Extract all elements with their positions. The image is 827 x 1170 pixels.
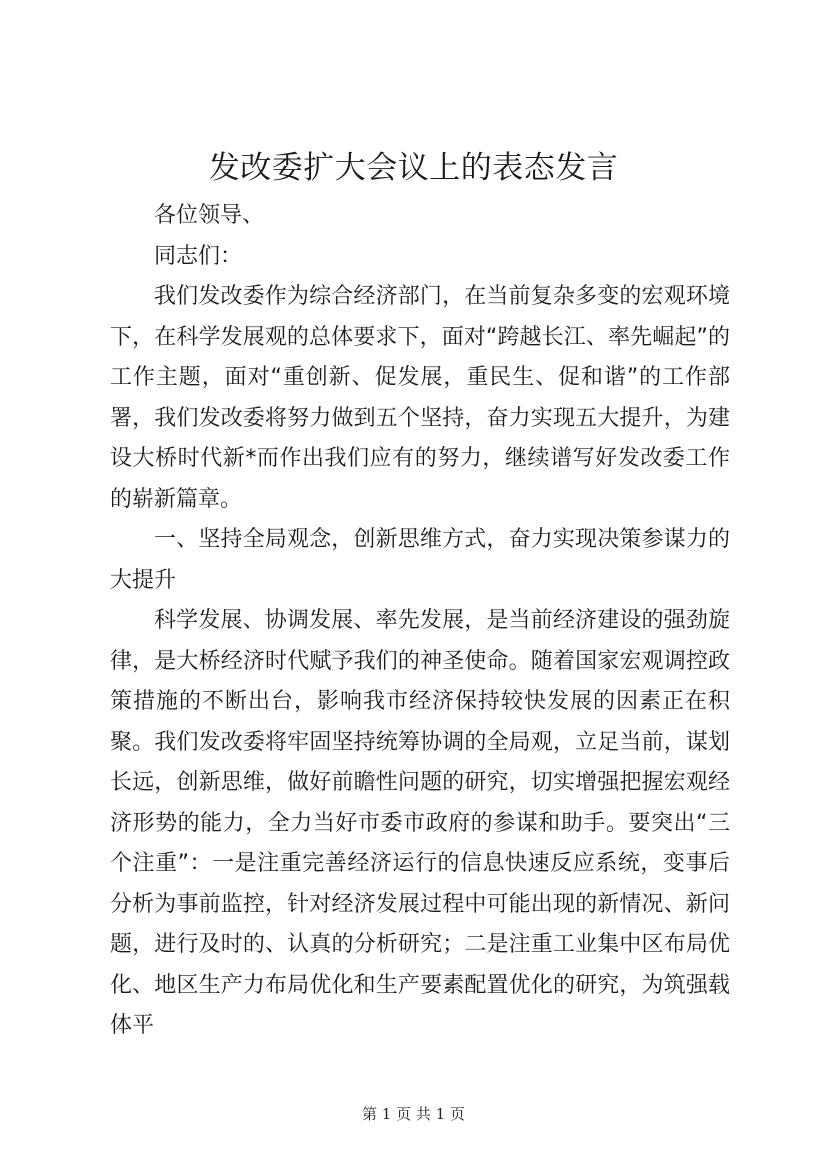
- section-heading-one: 一、坚持全局观念，创新思维方式，奋力实现决策参谋力的大提升: [110, 527, 730, 593]
- section-one-paragraph: 科学发展、协调发展、率先发展，是当前经济建设的强劲旋律，是大桥经济时代赋予我们的神圣使命。随着国家宏观调控政策措施的不断出台，影响我市经济保持较快发展的因素正在积聚。我们发改委将牢固坚持统筹协调的全局观，立足当前，谋划长远，创新思维，做好前瞻性问题的研究，切实增强把握宏观经济形势的能力，全力当好市委市政府的参谋和助手。要突出“三个注重”：一是注重完善经济运行的信息快速反应系统，变事后分析为事前监控，针对经济发展过程中可能出现的新情况、新问题，进行及时的、认真的分析研究；二是注重工业集中区布局优化、地区生产力布局优化和生产要素配置优化的研究，为筑强载体平: [110, 608, 730, 1038]
- document-body: [110, 196, 730, 1047]
- document-title: 发改委扩大会议上的表态发言: [208, 150, 619, 186]
- salutation-leaders: 各位领导、: [154, 203, 265, 228]
- intro-paragraph: 我们发改委作为综合经济部门，在当前复杂多变的宏观环境下，在科学发展观的总体要求下，面对“跨越长江、率先崛起”的工作主题，面对“重创新、促发展，重民生、促和谐”的工作部署，我们发改委将努力做到五个坚持，奋力实现五大提升，为建设大桥时代新*而作出我们应有的努力，继续谱写好发改委工作的崭新篇章。: [110, 284, 730, 512]
- salutation-comrades: 同志们：: [154, 243, 243, 269]
- page-footer: 第 1 页 共 1 页: [362, 1105, 465, 1123]
